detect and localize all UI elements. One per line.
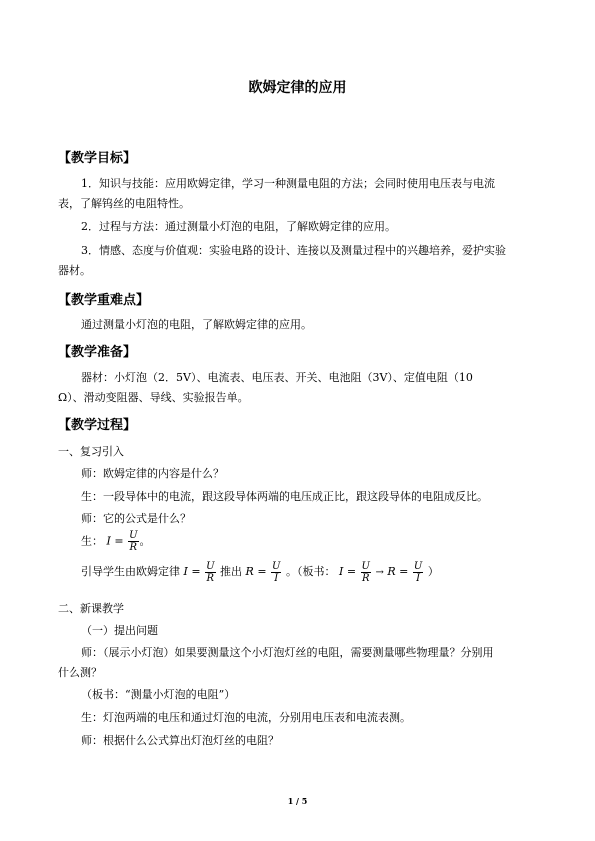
formula-eq: =	[114, 534, 124, 548]
guide-fraction-2	[271, 561, 281, 584]
formula-end-mark: 。	[139, 534, 151, 548]
goal-1-line-2: 表，了解钨丝的电阻特性。	[58, 197, 190, 210]
guide-fraction-1-num: U	[206, 560, 215, 572]
board-fraction-2	[413, 561, 423, 584]
section-heading-prep: 【教学准备】	[58, 345, 137, 360]
guide-fraction-1-den: R	[206, 572, 215, 584]
fraction-denominator: R	[129, 542, 138, 553]
guide-close: ）	[427, 565, 439, 578]
teacher-line-1a: 师：（展示小灯泡）如果要测量这个小灯泡灯丝的电阻，需要测量哪些物理量？分别用	[81, 646, 494, 659]
guide-eq-2: =	[257, 565, 267, 578]
guide-board: 。（板书：	[285, 565, 336, 578]
page-number: 1 / 5	[287, 796, 308, 806]
guide-I: I	[183, 565, 188, 578]
prep-line-1: 器材：小灯泡（2．5V）、电流表、电压表、开关、电池阻（3V）、定值电阻（10	[81, 371, 473, 384]
prep-line-2: Ω）、滑动变阻器、导线、实验报告单。	[58, 391, 249, 404]
document-title: 欧姆定律的应用	[248, 80, 347, 96]
teacher-line-2: 师：根据什么公式算出灯泡灯丝的电阻？	[81, 734, 279, 747]
board-fraction-2-num: U	[413, 560, 423, 572]
goal-3-line-1: 3．情感、态度与价值观：实验电路的设计、连接以及测量过程中的兴趣培养，爱护实验	[81, 244, 506, 257]
guide-derivation-line	[81, 560, 439, 585]
goal-2: 2．过程与方法：通过测量小灯泡的电阻，了解欧姆定律的应用。	[81, 220, 396, 233]
goal-1-line-1: 1．知识与技能：应用欧姆定律，学习一种测量电阻的方法；会同时使用电压表与电流	[81, 177, 495, 190]
student-answer-1: 生：一段导体中的电流，跟这段导体两端的电压成正比，跟这段导体的电阻成反比。	[81, 490, 488, 503]
section-heading-keypoints: 【教学重难点】	[58, 293, 150, 308]
teacher-question-1: 师：欧姆定律的内容是什么？	[81, 467, 224, 480]
teacher-line-1b: 什么测？	[58, 666, 102, 679]
board-fraction-2-den: I	[416, 572, 421, 584]
section-heading-process: 【教学过程】	[58, 418, 137, 433]
guide-R: R	[245, 565, 254, 578]
guide-mid: 推出	[220, 565, 243, 578]
part-2-heading: 二、新课教学	[58, 602, 124, 615]
board-fraction-1-num: U	[361, 560, 370, 572]
board-R: R	[387, 565, 396, 578]
section-heading-goals: 【教学目标】	[58, 151, 137, 166]
board-note-2: （板书：“测量小灯泡的电阻”）	[81, 688, 236, 701]
board-arrow: →	[375, 567, 384, 578]
guide-prefix: 引导学生由欧姆定律	[81, 565, 180, 578]
fraction-numerator: U	[129, 530, 138, 541]
guide-fraction-2-den: I	[274, 572, 279, 584]
guide-eq-1: =	[191, 565, 201, 578]
subsection-1-heading: （一）提出问题	[81, 624, 158, 637]
goal-3-line-2: 器材。	[58, 264, 91, 277]
board-I: I	[338, 565, 344, 578]
keypoints-text: 通过测量小灯泡的电阻，了解欧姆定律的应用。	[81, 318, 312, 331]
board-eq-2: =	[399, 565, 409, 578]
part-1-heading: 一、复习引入	[58, 445, 124, 458]
formula-I: I	[106, 534, 111, 548]
board-fraction-1-den: R	[362, 572, 370, 584]
board-eq-1: =	[346, 565, 357, 578]
student-line-1: 生：灯泡两端的电压和通过灯泡的电流，分别用电压表和电流表测。	[81, 711, 411, 724]
answer-prefix: 生：	[81, 534, 103, 548]
student-answer-2-formula	[81, 530, 151, 553]
fraction-U-over-R	[128, 530, 138, 553]
guide-fraction-1	[205, 561, 215, 584]
board-fraction-1	[361, 561, 371, 584]
guide-fraction-2-num: U	[272, 560, 281, 572]
teacher-question-2: 师：它的公式是什么？	[81, 512, 191, 525]
